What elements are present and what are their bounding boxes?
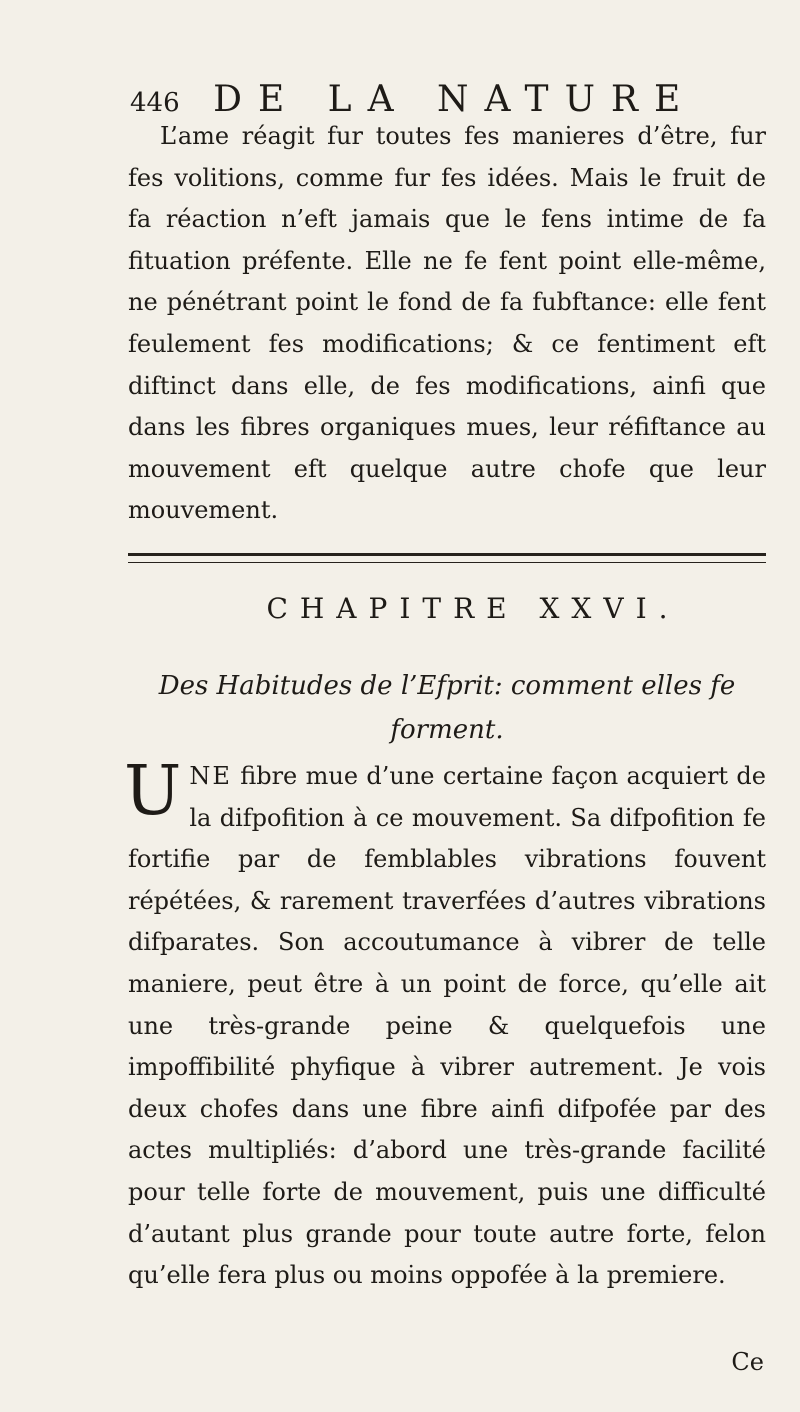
small-caps-opening: NE	[189, 762, 232, 790]
paragraph-text: fibre mue d’une certaine façon acquiert de la difpofition à ce mouvement. Sa difpofition fe fortifie par de femblables vibrations fouvent répétées, & rarement traverfées d’autres vibrations difparates. Son accoutumance à vibrer de telle maniere, peut être à un point de force, qu’elle ait une très-grande peine & quelquefois une impoffibilité phyfique à vibrer autrement. Je vois deux chofes dans une fibre ainfi difpofée par des actes multipliés: d’abord une très-grande facilité pour telle forte de mouvement, puis une difficulté d’autant plus grande pour toute autre forte, felon qu’elle fera plus ou moins oppofée à la premiere.	[128, 762, 766, 1290]
paragraph-continued: L’ame réagit fur toutes fes manieres d’être, fur fes volitions, comme fur fes idées. Mais le fruit de fa réaction n’eft jamais que le fens intime de fa fituation préfente. Elle ne fe fent point elle-même, ne pénétrant point le fond de fa fubftance: elle fent feulement fes modifications; & ce fentiment eft diftinct dans elle, de fes modifications, ainfi que dans les fibres organiques mues, leur réfiftance au mouvement eft quelque autre chofe que leur mouvement.	[128, 122, 766, 525]
drop-cap: U	[124, 752, 182, 831]
chapter-subtitle: Des Habitudes de l’Efprit: comment elles fe forment.	[158, 671, 736, 745]
chapter-first-paragraph	[124, 752, 766, 1297]
section-divider-rule	[128, 553, 766, 563]
running-title: DE LA NATURE	[213, 79, 697, 120]
catchword: Ce	[731, 1348, 764, 1376]
page-number: 446	[130, 88, 180, 118]
chapter-heading: CHAPITRE XXVI.	[266, 592, 680, 625]
